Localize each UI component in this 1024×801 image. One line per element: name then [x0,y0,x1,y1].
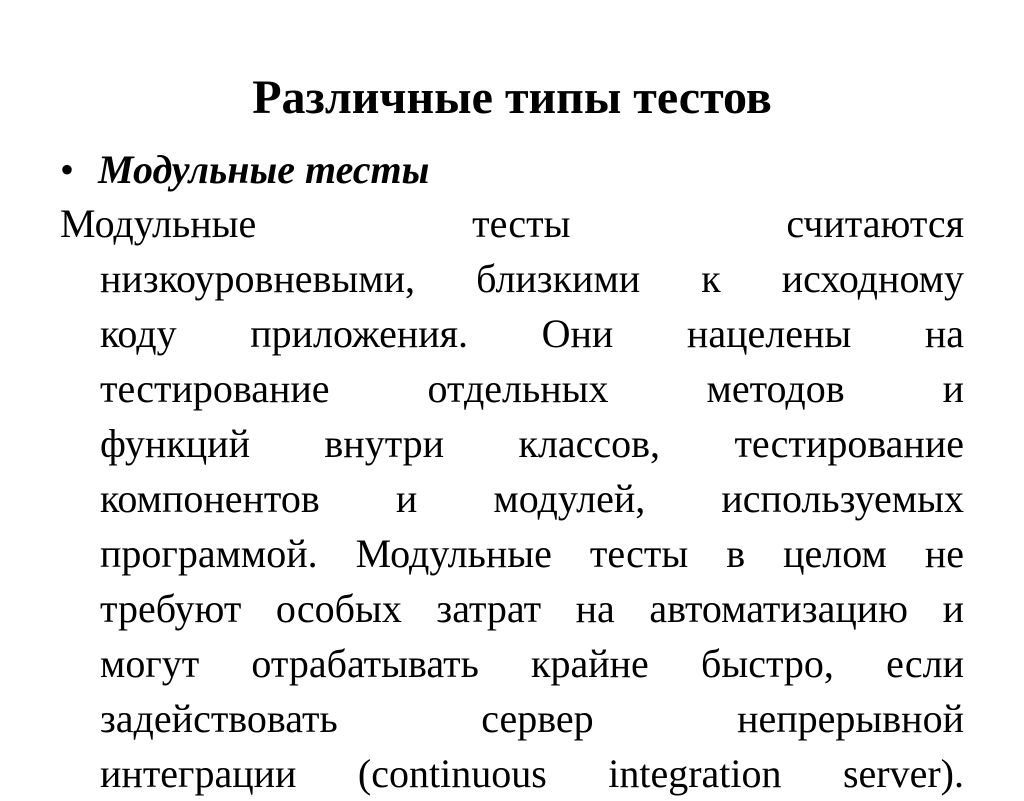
paragraph-line: функций внутри классов, тестирование [100,421,964,466]
paragraph-line: компонентов и модулей, используемых [100,476,964,521]
paragraph [60,196,964,801]
paragraph-line: коду приложения. Они нацелены на [100,311,964,356]
paragraph-line: программой. Модульные тесты в целом не [100,531,964,576]
slide-title: Различные типы тестов [252,71,772,124]
paragraph-line: задействовать сервер непрерывной [100,696,964,741]
paragraph-line: Модульные тесты считаются [60,201,964,246]
paragraph-line: могут отрабатывать крайне быстро, если [100,641,964,686]
paragraph-line: интеграции (continuous integration server). [100,751,964,796]
paragraph-line: требуют особых затрат на автоматизацию и [100,586,964,631]
bullet-icon: • [60,147,75,192]
bullet-heading: Модульные тесты [98,147,430,192]
paragraph-line: тестирование отдельных методов и [100,366,964,411]
bullet-item [60,146,429,194]
paragraph-line: низкоуровневыми, близкими к исходному [100,256,964,301]
